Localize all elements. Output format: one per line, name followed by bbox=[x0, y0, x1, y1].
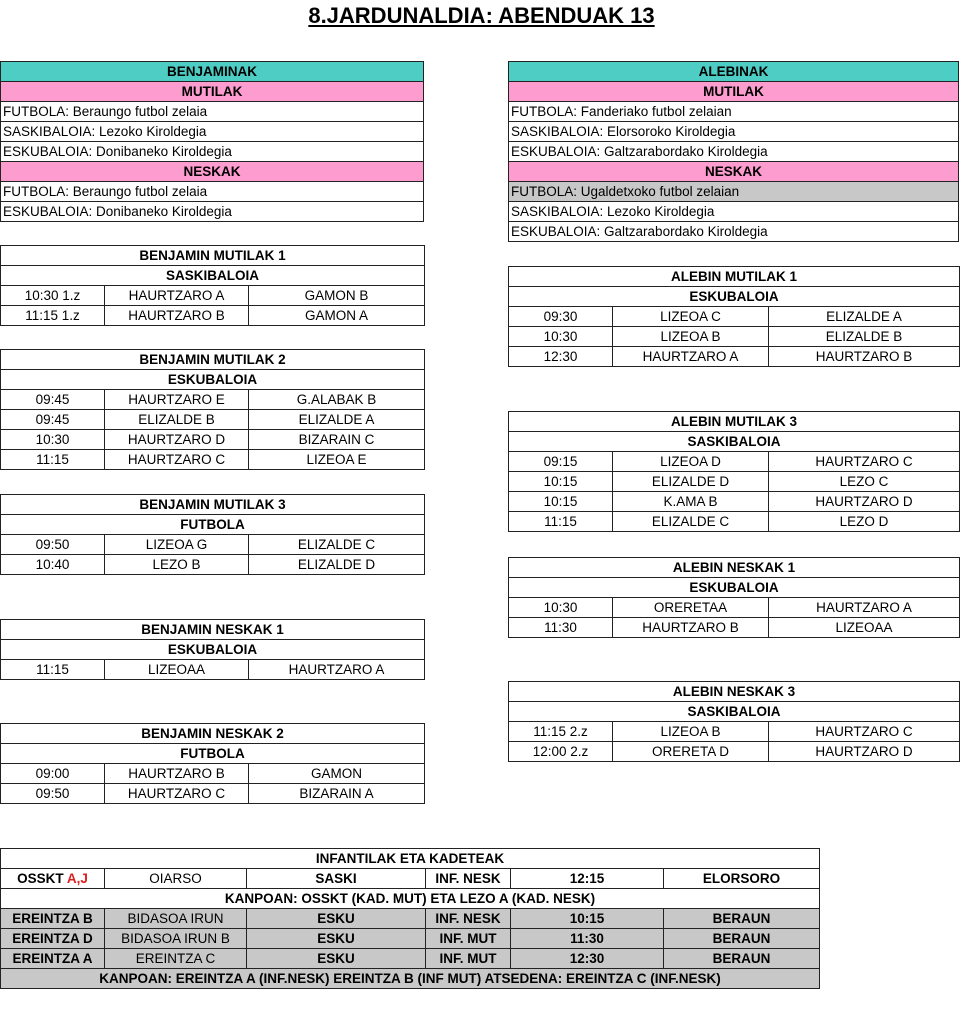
match-row bbox=[1, 390, 425, 410]
match-time: 11:30 bbox=[509, 618, 613, 638]
match-row bbox=[509, 472, 960, 492]
opponent-cell: OIARSO bbox=[105, 869, 247, 889]
benjaminak-venues-table bbox=[0, 61, 424, 222]
alebinak-mutilak-label: MUTILAK bbox=[509, 82, 959, 102]
away-team: LIZEOAA bbox=[769, 618, 960, 638]
match-time: 10:15 bbox=[509, 472, 613, 492]
match-time: 09:50 bbox=[1, 784, 105, 804]
match-time: 10:30 1.z bbox=[1, 286, 105, 306]
group-table-benjamin-neskak-1 bbox=[0, 619, 425, 680]
group-sport: FUTBOLA bbox=[1, 744, 425, 764]
home-team: HAURTZARO C bbox=[105, 450, 249, 470]
opponent-cell: BIDASOA IRUN bbox=[105, 909, 247, 929]
match-time: 10:30 bbox=[509, 598, 613, 618]
match-time: 09:30 bbox=[509, 307, 613, 327]
home-team: ELIZALDE D bbox=[613, 472, 769, 492]
away-team: ELIZALDE B bbox=[769, 327, 960, 347]
match-time: 10:40 bbox=[1, 555, 105, 575]
kanpoan-note-1: KANPOAN: OSSKT (KAD. MUT) ETA LEZO A (KAD. NESK) bbox=[1, 889, 820, 909]
group-title: BENJAMIN NESKAK 2 bbox=[1, 724, 425, 744]
match-row bbox=[1, 660, 425, 680]
venue-row: ESKUBALOIA: Donibaneko Kiroldegia bbox=[1, 202, 424, 222]
group-sport: SASKIBALOIA bbox=[1, 266, 425, 286]
away-team: GAMON B bbox=[249, 286, 425, 306]
alebinak-header: ALEBINAK bbox=[509, 62, 959, 82]
match-row bbox=[1, 450, 425, 470]
match-time: 12:30 bbox=[509, 347, 613, 367]
infantilak-row bbox=[1, 929, 820, 949]
infantilak-row bbox=[1, 949, 820, 969]
home-team: LIZEOA B bbox=[613, 722, 769, 742]
group-title: ALEBIN MUTILAK 1 bbox=[509, 267, 960, 287]
away-team: HAURTZARO C bbox=[769, 452, 960, 472]
match-row bbox=[1, 764, 425, 784]
away-team: LIZEOA E bbox=[249, 450, 425, 470]
home-team: HAURTZARO E bbox=[105, 390, 249, 410]
group-sport: SASKIBALOIA bbox=[509, 432, 960, 452]
group-sport: SASKIBALOIA bbox=[509, 702, 960, 722]
match-row bbox=[1, 535, 425, 555]
group-title: BENJAMIN MUTILAK 3 bbox=[1, 495, 425, 515]
away-team: GAMON A bbox=[249, 306, 425, 326]
home-team: ORERETA D bbox=[613, 742, 769, 762]
match-row bbox=[509, 598, 960, 618]
match-time: 09:45 bbox=[1, 390, 105, 410]
group-sport: ESKUBALOIA bbox=[509, 287, 960, 307]
home-team: HAURTZARO B bbox=[105, 764, 249, 784]
infantilak-title: INFANTILAK ETA KADETEAK bbox=[1, 849, 820, 869]
home-team: HAURTZARO B bbox=[613, 618, 769, 638]
team-suffix: A,J bbox=[66, 871, 88, 886]
match-time: 11:15 bbox=[1, 660, 105, 680]
benjaminak-mutilak-label: MUTILAK bbox=[1, 82, 424, 102]
group-table-benjamin-neskak-2 bbox=[0, 723, 425, 804]
team-cell: EREINTZA D bbox=[1, 929, 105, 949]
match-time: 09:45 bbox=[1, 410, 105, 430]
match-row bbox=[1, 306, 425, 326]
away-team: ELIZALDE D bbox=[249, 555, 425, 575]
benjaminak-header: BENJAMINAK bbox=[1, 62, 424, 82]
sport-cell: SASKI bbox=[247, 869, 426, 889]
benjaminak-neskak-label: NESKAK bbox=[1, 162, 424, 182]
home-team: ORERETAA bbox=[613, 598, 769, 618]
match-time: 09:15 bbox=[509, 452, 613, 472]
venue-row: FUTBOLA: Fanderiako futbol zelaian bbox=[509, 102, 959, 122]
kanpoan-note-2: KANPOAN: EREINTZA A (INF.NESK) EREINTZA B (INF MUT) ATSEDENA: EREINTZA C (INF.NESK) bbox=[1, 969, 820, 989]
home-team: LEZO B bbox=[105, 555, 249, 575]
place-cell: BERAUN bbox=[664, 929, 820, 949]
match-row bbox=[509, 722, 960, 742]
group-title: ALEBIN NESKAK 3 bbox=[509, 682, 960, 702]
match-row bbox=[509, 452, 960, 472]
away-team: HAURTZARO B bbox=[769, 347, 960, 367]
time-cell: 12:15 bbox=[511, 869, 664, 889]
home-team: HAURTZARO A bbox=[105, 286, 249, 306]
group-table-benjamin-mutilak-1 bbox=[0, 245, 425, 326]
away-team: LEZO C bbox=[769, 472, 960, 492]
category-cell: INF. MUT bbox=[426, 929, 511, 949]
home-team: K.AMA B bbox=[613, 492, 769, 512]
match-time: 10:30 bbox=[1, 430, 105, 450]
group-table-alebin-neskak-3 bbox=[508, 681, 960, 762]
opponent-cell: BIDASOA IRUN B bbox=[105, 929, 247, 949]
group-table-alebin-mutilak-1 bbox=[508, 266, 960, 367]
home-team: HAURTZARO B bbox=[105, 306, 249, 326]
match-row bbox=[509, 618, 960, 638]
group-table-benjamin-mutilak-3 bbox=[0, 494, 425, 575]
infantilak-row bbox=[1, 909, 820, 929]
match-time: 11:15 bbox=[1, 450, 105, 470]
infantilak-table bbox=[0, 848, 820, 989]
match-row bbox=[1, 286, 425, 306]
match-row bbox=[509, 327, 960, 347]
home-team: HAURTZARO A bbox=[613, 347, 769, 367]
away-team: HAURTZARO A bbox=[249, 660, 425, 680]
team-cell: EREINTZA B bbox=[1, 909, 105, 929]
match-time: 09:00 bbox=[1, 764, 105, 784]
group-sport: ESKUBALOIA bbox=[1, 370, 425, 390]
match-row bbox=[1, 430, 425, 450]
away-team: GAMON bbox=[249, 764, 425, 784]
venue-row: ESKUBALOIA: Donibaneko Kiroldegia bbox=[1, 142, 424, 162]
venue-row: FUTBOLA: Beraungo futbol zelaia bbox=[1, 182, 424, 202]
match-time: 11:15 2.z bbox=[509, 722, 613, 742]
group-table-alebin-mutilak-3 bbox=[508, 411, 960, 532]
match-time: 11:15 1.z bbox=[1, 306, 105, 326]
time-cell: 10:15 bbox=[511, 909, 664, 929]
group-title: BENJAMIN MUTILAK 1 bbox=[1, 246, 425, 266]
group-table-alebin-neskak-1 bbox=[508, 557, 960, 638]
match-time: 10:15 bbox=[509, 492, 613, 512]
place-cell: ELORSORO bbox=[664, 869, 820, 889]
match-time: 12:00 2.z bbox=[509, 742, 613, 762]
away-team: BIZARAIN C bbox=[249, 430, 425, 450]
home-team: LIZEOA G bbox=[105, 535, 249, 555]
match-row bbox=[1, 784, 425, 804]
sport-cell: ESKU bbox=[247, 929, 426, 949]
team-cell: EREINTZA A bbox=[1, 949, 105, 969]
group-title: ALEBIN NESKAK 1 bbox=[509, 558, 960, 578]
match-time: 11:15 bbox=[509, 512, 613, 532]
home-team: LIZEOA D bbox=[613, 452, 769, 472]
group-sport: ESKUBALOIA bbox=[1, 640, 425, 660]
away-team: HAURTZARO C bbox=[769, 722, 960, 742]
place-cell: BERAUN bbox=[664, 909, 820, 929]
venue-row: ESKUBALOIA: Galtzarabordako Kiroldegia bbox=[509, 222, 959, 242]
category-cell: INF. NESK bbox=[426, 869, 511, 889]
away-team: HAURTZARO D bbox=[769, 742, 960, 762]
match-row bbox=[509, 742, 960, 762]
time-cell: 11:30 bbox=[511, 929, 664, 949]
home-team: LIZEOA C bbox=[613, 307, 769, 327]
opponent-cell: EREINTZA C bbox=[105, 949, 247, 969]
venue-row: SASKIBALOIA: Lezoko Kiroldegia bbox=[509, 202, 959, 222]
sport-cell: ESKU bbox=[247, 909, 426, 929]
group-title: ALEBIN MUTILAK 3 bbox=[509, 412, 960, 432]
team-cell bbox=[1, 869, 105, 889]
category-cell: INF. NESK bbox=[426, 909, 511, 929]
venue-row: FUTBOLA: Beraungo futbol zelaia bbox=[1, 102, 424, 122]
away-team: HAURTZARO A bbox=[769, 598, 960, 618]
venue-row: SASKIBALOIA: Elorsoroko Kiroldegia bbox=[509, 122, 959, 142]
venue-row: SASKIBALOIA: Lezoko Kiroldegia bbox=[1, 122, 424, 142]
time-cell: 12:30 bbox=[511, 949, 664, 969]
match-row bbox=[509, 347, 960, 367]
group-sport: ESKUBALOIA bbox=[509, 578, 960, 598]
match-row bbox=[509, 512, 960, 532]
away-team: BIZARAIN A bbox=[249, 784, 425, 804]
away-team: HAURTZARO D bbox=[769, 492, 960, 512]
match-row bbox=[509, 307, 960, 327]
home-team: LIZEOA B bbox=[613, 327, 769, 347]
group-sport: FUTBOLA bbox=[1, 515, 425, 535]
home-team: ELIZALDE B bbox=[105, 410, 249, 430]
sport-cell: ESKU bbox=[247, 949, 426, 969]
away-team: LEZO D bbox=[769, 512, 960, 532]
team-name: OSSKT bbox=[17, 871, 64, 886]
venue-row-highlighted: FUTBOLA: Ugaldetxoko futbol zelaian bbox=[509, 182, 959, 202]
match-time: 10:30 bbox=[509, 327, 613, 347]
group-title: BENJAMIN MUTILAK 2 bbox=[1, 350, 425, 370]
match-row bbox=[1, 555, 425, 575]
place-cell: BERAUN bbox=[664, 949, 820, 969]
match-time: 09:50 bbox=[1, 535, 105, 555]
away-team: ELIZALDE A bbox=[769, 307, 960, 327]
home-team: HAURTZARO C bbox=[105, 784, 249, 804]
alebinak-venues-table bbox=[508, 61, 959, 242]
group-title: BENJAMIN NESKAK 1 bbox=[1, 620, 425, 640]
home-team: LIZEOAA bbox=[105, 660, 249, 680]
group-table-benjamin-mutilak-2 bbox=[0, 349, 425, 470]
page-title: 8.JARDUNALDIA: ABENDUAK 13 bbox=[308, 3, 655, 28]
away-team: G.ALABAK B bbox=[249, 390, 425, 410]
venue-row: ESKUBALOIA: Galtzarabordako Kiroldegia bbox=[509, 142, 959, 162]
home-team: ELIZALDE C bbox=[613, 512, 769, 532]
away-team: ELIZALDE C bbox=[249, 535, 425, 555]
category-cell: INF. MUT bbox=[426, 949, 511, 969]
alebinak-neskak-label: NESKAK bbox=[509, 162, 959, 182]
match-row bbox=[1, 410, 425, 430]
away-team: ELIZALDE A bbox=[249, 410, 425, 430]
home-team: HAURTZARO D bbox=[105, 430, 249, 450]
match-row bbox=[509, 492, 960, 512]
